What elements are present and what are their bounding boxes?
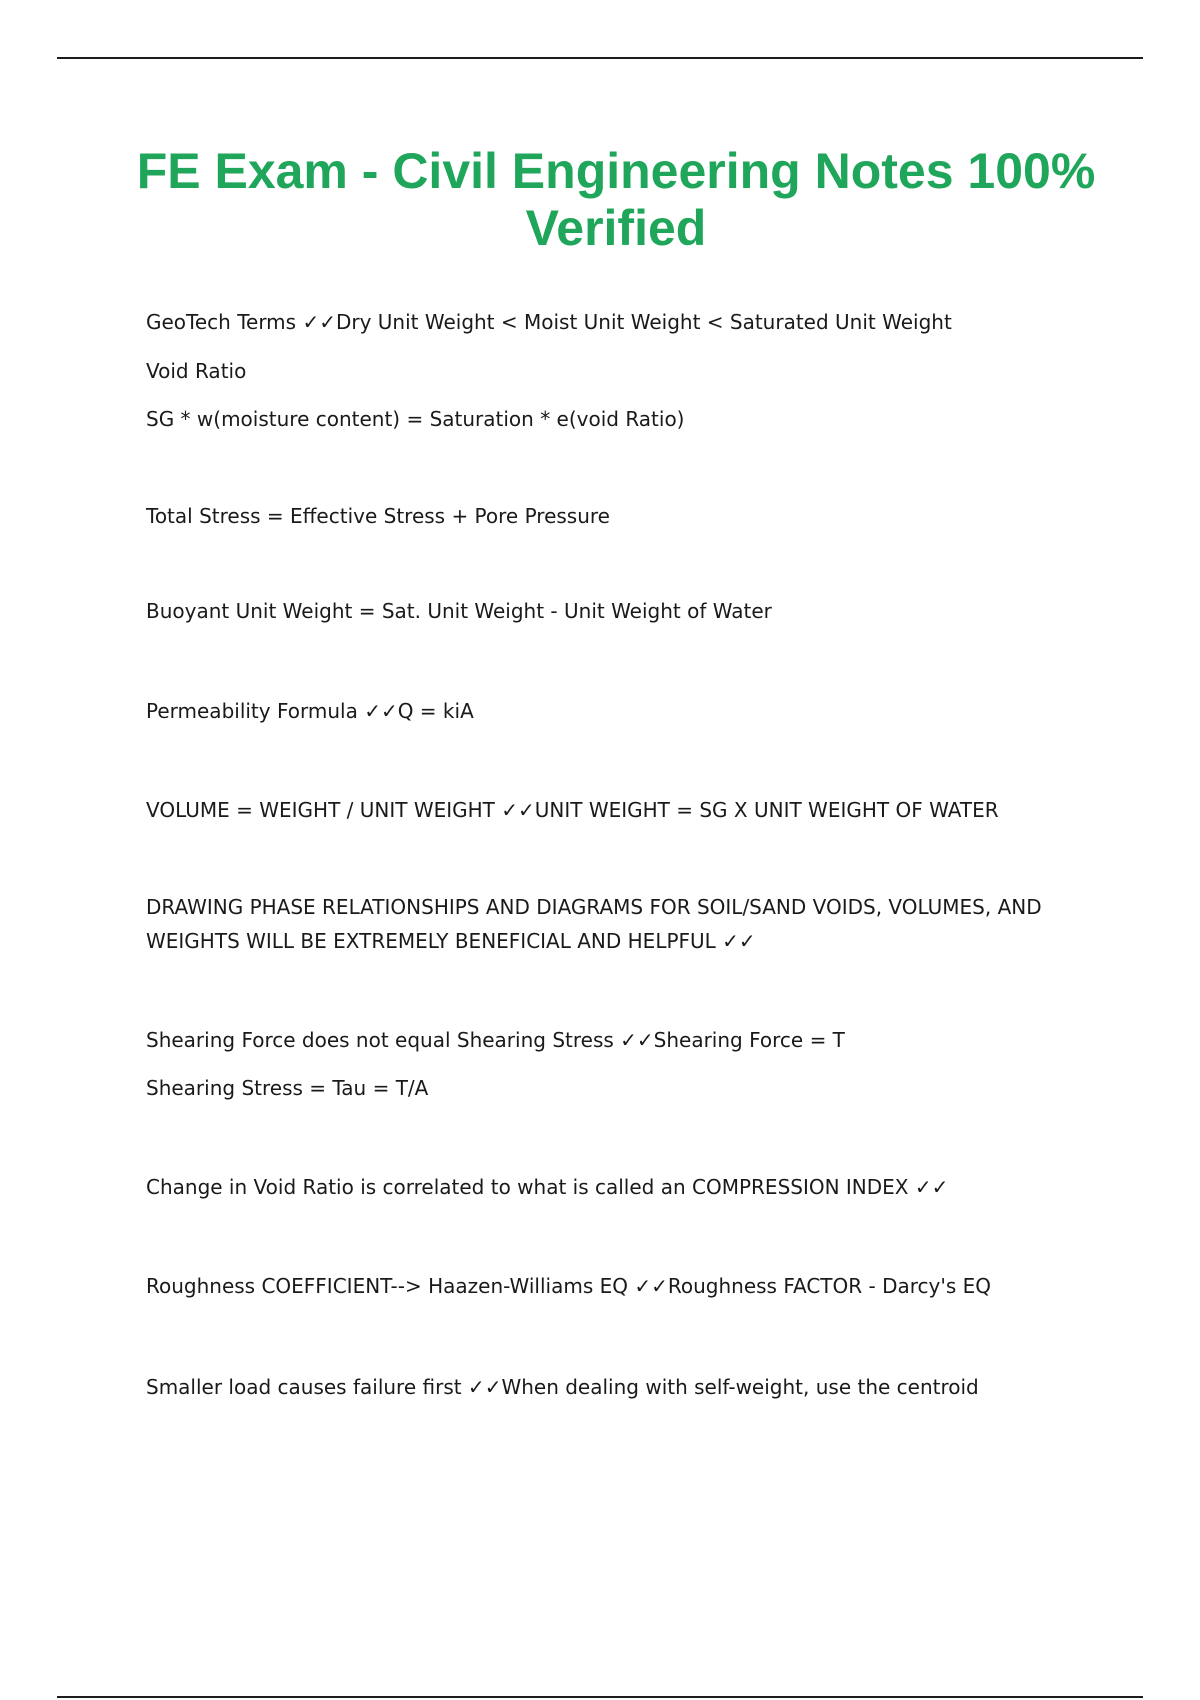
document-title: FE Exam - Civil Engineering Notes 100% Verified bbox=[136, 143, 1096, 256]
note-sg-formula: SG * w(moisture content) = Saturation * e(void Ratio) bbox=[146, 407, 685, 431]
note-shearing-stress: Shearing Stress = Tau = T/A bbox=[146, 1076, 429, 1100]
note-compression-index: Change in Void Ratio is correlated to what is called an COMPRESSION INDEX ✓✓ bbox=[146, 1175, 949, 1199]
note-phase-relationships: DRAWING PHASE RELATIONSHIPS AND DIAGRAMS FOR SOIL/SAND VOIDS, VOLUMES, AND WEIGHTS WILL BE EXTREMELY BENEFICIAL AND HELPFUL ✓✓ bbox=[146, 895, 1048, 953]
note-volume-weight: VOLUME = WEIGHT / UNIT WEIGHT ✓✓UNIT WEIGHT = SG X UNIT WEIGHT OF WATER bbox=[146, 798, 999, 822]
note-permeability: Permeability Formula ✓✓Q = kiA bbox=[146, 699, 474, 723]
bottom-rule bbox=[57, 1696, 1143, 1698]
top-rule bbox=[57, 57, 1143, 59]
note-shearing-force: Shearing Force does not equal Shearing Stress ✓✓Shearing Force = T bbox=[146, 1028, 845, 1052]
note-buoyant-unit-weight: Buoyant Unit Weight = Sat. Unit Weight - Unit Weight of Water bbox=[146, 599, 772, 623]
note-roughness: Roughness COEFFICIENT--> Haazen-Williams EQ ✓✓Roughness FACTOR - Darcy's EQ bbox=[146, 1274, 991, 1298]
note-geotech-terms: GeoTech Terms ✓✓Dry Unit Weight < Moist Unit Weight < Saturated Unit Weight bbox=[146, 310, 952, 334]
note-void-ratio: Void Ratio bbox=[146, 359, 247, 383]
note-total-stress: Total Stress = Effective Stress + Pore Pressure bbox=[146, 504, 610, 528]
note-smaller-load: Smaller load causes failure first ✓✓When dealing with self-weight, use the centroid bbox=[146, 1375, 979, 1399]
